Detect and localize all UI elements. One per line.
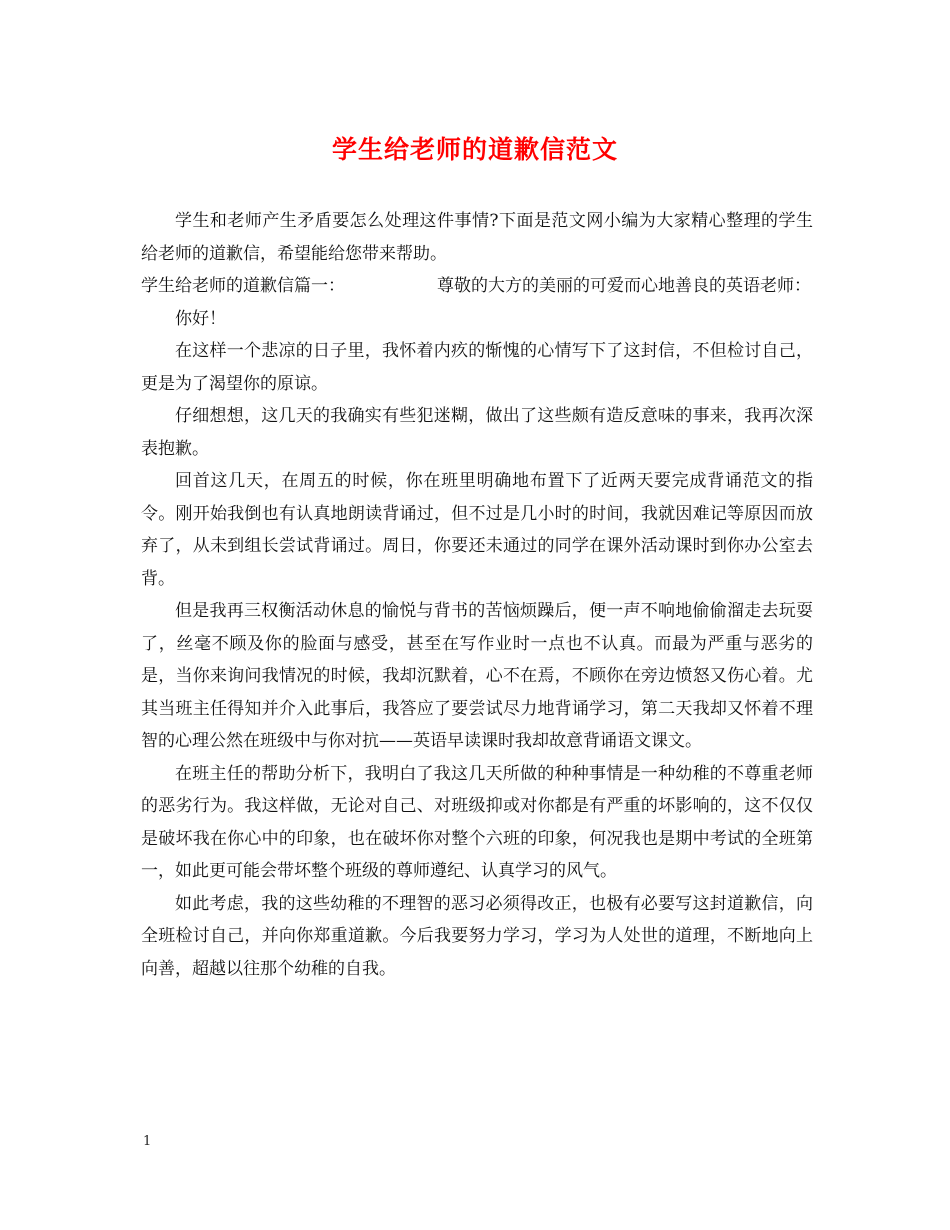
document-title: 学生给老师的道歉信范文 xyxy=(331,135,618,164)
body-paragraph: 但是我再三权衡活动休息的愉悦与背书的苦恼烦躁后，便一声不响地偷偷溜走去玩耍了，丝毫不顾及你的脸面与感受，甚至在写作业时一点也不认真。而最为严重与恶劣的是，当你来询问我情况的时候，我却沉默着，心不在焉，不顾你在旁边愤怒又伤心着。尤其当班主任得知并介入此事后，我答应了要尝试尽力地背诵学习，第二天我却又怀着不理智的心理公然在班级中与你对抗——英语早读课时我却故意背诵语文课文。 xyxy=(141,601,813,751)
body-paragraph: 仔细想想，这几天的我确实有些犯迷糊，做出了这些颇有造反意味的事来，我再次深表抱歉。 xyxy=(141,406,813,459)
body-paragraph: 在这样一个悲凉的日子里，我怀着内疚的惭愧的心情写下了这封信，不但检讨自己，更是为了渴望你的原谅。 xyxy=(141,341,813,394)
section-heading-row xyxy=(141,270,813,303)
body-paragraph: 回首这几天，在周五的时候，你在班里明确地布置下了近两天要完成背诵范文的指令。刚开始我倒也有认真地朗读背诵过，但不过是几小时的时间，我就因难记等原因而放弃了，从未到组长尝试背诵过。周日，你要还未通过的同学在课外活动课时到你办公室去背。 xyxy=(141,471,813,589)
page-number: 1 xyxy=(143,1134,152,1149)
salutation: 尊敬的大方的美丽的可爱而心地善良的英语老师： xyxy=(437,276,811,296)
intro-paragraph: 学生和老师产生矛盾要怎么处理这件事情?下面是范文网小编为大家精心整理的学生给老师的道歉信，希望能给您带来帮助。 xyxy=(141,211,813,264)
body-paragraph: 如此考虑，我的这些幼稚的不理智的恶习必须得改正，也极有必要写这封道歉信，向全班检讨自己，并向你郑重道歉。今后我要努力学习，学习为人处世的道理，不断地向上向善，超越以往那个幼稚的自我。 xyxy=(141,893,813,979)
greeting: 你好！ xyxy=(175,308,226,329)
body-paragraph: 在班主任的帮助分析下，我明白了我这几天所做的种种事情是一种幼稚的不尊重老师的恶劣行为。我这样做，无论对自己、对班级抑或对你都是有严重的坏影响的，这不仅仅是破坏我在你心中的印象，也在破坏你对整个六班的印象，何况我也是期中考试的全班第一，如此更可能会带坏整个班级的尊师遵纪、认真学习的风气。 xyxy=(141,763,813,881)
document-body xyxy=(141,205,813,985)
section-heading: 学生给老师的道歉信篇一： xyxy=(141,276,345,296)
